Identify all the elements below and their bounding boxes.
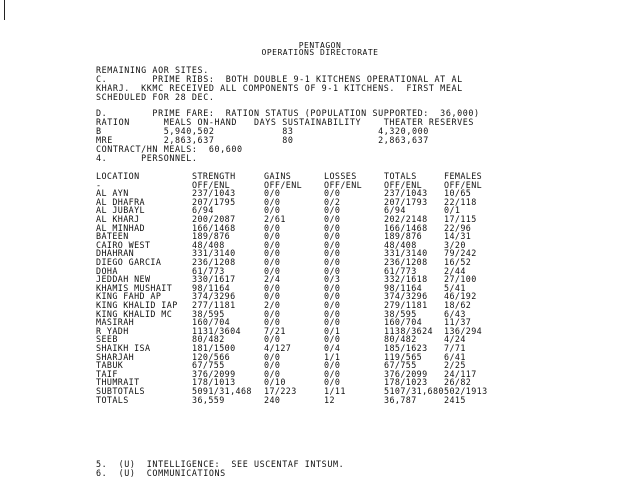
table-cell: 0/0 bbox=[264, 248, 281, 259]
table-cell: 185/1623 bbox=[384, 343, 428, 353]
table-cell: 332/1618 bbox=[384, 274, 428, 285]
table-cell: 236/1208 bbox=[384, 257, 428, 267]
table-cell: 38/595 bbox=[192, 308, 225, 319]
table-cell: 119/565 bbox=[384, 351, 423, 362]
table-cell: TOTALS bbox=[96, 394, 129, 405]
table-cell: 0/0 bbox=[264, 239, 281, 250]
table-cell: 80/482 bbox=[192, 334, 225, 345]
table-cell: FEMALES bbox=[444, 171, 483, 181]
table-cell: TABUK bbox=[96, 360, 124, 371]
table-cell: 0/0 bbox=[324, 248, 341, 259]
table-cell: 67/755 bbox=[384, 360, 417, 371]
table-cell: 207/1793 bbox=[384, 196, 428, 207]
table-cell: 237/1043 bbox=[384, 188, 428, 199]
table-cell: 0/0 bbox=[264, 360, 281, 371]
body-line: C. PRIME RIBS: BOTH DOUBLE 9-1 KITCHENS OPERATIONAL AT AL bbox=[96, 74, 463, 84]
table-cell: SHAIKH ISA bbox=[96, 343, 151, 353]
body-line: 4. PERSONNEL. bbox=[96, 153, 198, 163]
table-cell: JEDDAH NEW bbox=[96, 274, 151, 285]
table-cell: 207/1795 bbox=[192, 196, 236, 207]
table-cell: 46/192 bbox=[444, 291, 477, 302]
table-cell: 0/0 bbox=[264, 205, 281, 216]
table-cell: 136/294 bbox=[444, 325, 483, 336]
table-cell: MASIRAH bbox=[96, 317, 135, 328]
table-cell: 331/3140 bbox=[384, 248, 428, 259]
body-line: D. PRIME FARE: RATION STATUS (POPULATION SUPPORTED: 36,000) bbox=[96, 108, 480, 118]
table-cell: KHAMIS MUSHAIT bbox=[96, 282, 173, 293]
table-cell: 22/118 bbox=[444, 196, 477, 207]
table-cell: 0/0 bbox=[324, 214, 341, 224]
table-cell: LOCATION bbox=[96, 171, 140, 181]
document-subtitle: OPERATIONS DIRECTORATE bbox=[261, 48, 379, 57]
table-cell: 2/25 bbox=[444, 360, 466, 371]
table-cell: 17/223 bbox=[264, 386, 297, 396]
table-cell: 14/31 bbox=[444, 231, 472, 242]
table-cell: 6/43 bbox=[444, 308, 466, 319]
table-cell: 22/96 bbox=[444, 222, 472, 233]
table-cell: KING KHALID MC bbox=[96, 308, 173, 319]
table-cell: OFF/ENL bbox=[444, 179, 483, 190]
table-cell: 0/0 bbox=[264, 188, 281, 199]
table-cell: 5107/31,680 bbox=[384, 386, 444, 396]
table-cell: 236/1208 bbox=[192, 257, 236, 267]
table-cell: 2/4 bbox=[264, 274, 281, 285]
table-cell: AL JUBAYL bbox=[96, 205, 145, 216]
table-cell: 0/1 bbox=[324, 325, 341, 336]
table-cell: 2415 bbox=[444, 394, 466, 405]
table-cell: 12 bbox=[324, 394, 335, 405]
table-cell: 181/1500 bbox=[192, 343, 236, 353]
table-cell: TAIF bbox=[96, 368, 118, 379]
table-cell: 0/0 bbox=[264, 351, 281, 362]
table-cell: 6/41 bbox=[444, 351, 466, 362]
table-cell: AL AYN bbox=[96, 188, 129, 199]
table-cell: 374/3296 bbox=[192, 291, 236, 302]
table-cell: TOTALS bbox=[384, 171, 417, 181]
table-cell: SEEB bbox=[96, 334, 118, 345]
table-cell: 0/4 bbox=[324, 343, 341, 353]
table-cell: 0/0 bbox=[324, 231, 341, 242]
footer-line: 5. (U) INTELLIGENCE: SEE USCENTAF INTSUM. bbox=[96, 459, 345, 469]
table-cell: 331/3140 bbox=[192, 248, 236, 259]
table-cell: 16/52 bbox=[444, 257, 472, 267]
table-cell: 18/62 bbox=[444, 300, 472, 310]
table-cell: 189/876 bbox=[384, 231, 423, 242]
table-cell: 0/0 bbox=[324, 188, 341, 199]
table-cell: 0/0 bbox=[264, 257, 281, 267]
table-cell: 2/61 bbox=[264, 214, 286, 224]
table-cell: 0/0 bbox=[324, 205, 341, 216]
table-cell: 0/0 bbox=[264, 196, 281, 207]
table-cell: 0/0 bbox=[324, 222, 341, 233]
table-cell: 202/2148 bbox=[384, 214, 428, 224]
table-cell: AL KHARJ bbox=[96, 214, 140, 224]
table-cell: 17/115 bbox=[444, 214, 477, 224]
table-cell: 0/0 bbox=[264, 334, 281, 345]
table-cell: 80/482 bbox=[384, 334, 417, 345]
table-cell: 61/773 bbox=[384, 265, 417, 276]
table-cell: 2/44 bbox=[444, 265, 466, 276]
table-cell: 61/773 bbox=[192, 265, 225, 276]
table-cell: 0/0 bbox=[324, 239, 341, 250]
table-cell: 160/704 bbox=[192, 317, 231, 328]
table-cell: 1/1 bbox=[324, 351, 341, 362]
table-cell: 0/0 bbox=[324, 257, 341, 267]
table-cell: 26/82 bbox=[444, 377, 472, 388]
table-cell: 0/0 bbox=[324, 282, 341, 293]
table-cell: 0/3 bbox=[324, 274, 341, 285]
body-line: B 5,940,502 83 4,320,000 bbox=[96, 126, 429, 136]
table-cell: DIEGO GARCIA bbox=[96, 257, 162, 267]
table-cell: 166/1468 bbox=[192, 222, 236, 233]
table-cell: 0/0 bbox=[264, 282, 281, 293]
table-cell: 6/94 bbox=[192, 205, 214, 216]
table-cell: 0/0 bbox=[264, 291, 281, 302]
body-line: CONTRACT/HN MEALS: 60,600 bbox=[96, 144, 243, 154]
body-line: REMAINING AOR SITES. bbox=[96, 65, 209, 75]
table-cell: STRENGTH bbox=[192, 171, 236, 181]
table-cell: 0/0 bbox=[324, 300, 341, 310]
table-cell: OFF/ENL bbox=[192, 179, 231, 190]
table-cell: 24/117 bbox=[444, 368, 477, 379]
table-cell: 376/2099 bbox=[384, 368, 428, 379]
table-cell: 0/0 bbox=[264, 222, 281, 233]
table-cell: CAIRO WEST bbox=[96, 239, 151, 250]
table-cell: 0/0 bbox=[264, 231, 281, 242]
table-cell: 0/0 bbox=[264, 368, 281, 379]
table-cell: 376/2099 bbox=[192, 368, 236, 379]
table-cell: 36,787 bbox=[384, 394, 417, 405]
table-cell: DOHA bbox=[96, 265, 118, 276]
table-cell: AL MINHAD bbox=[96, 222, 145, 233]
table-cell: AL DHAFRA bbox=[96, 196, 145, 207]
table-cell: 160/704 bbox=[384, 317, 423, 328]
table-cell: 1/11 bbox=[324, 386, 346, 396]
table-cell: R YADH bbox=[96, 325, 129, 336]
footer-line: 6. (U) COMMUNICATIONS bbox=[96, 468, 226, 478]
table-cell: SUBTOTALS bbox=[96, 386, 145, 396]
table-cell: 189/876 bbox=[192, 231, 231, 242]
table-cell: 10/65 bbox=[444, 188, 472, 199]
table-cell: THUMRAIT bbox=[96, 377, 140, 388]
table-cell: DHAHRAN bbox=[96, 248, 135, 259]
table-cell: 330/1617 bbox=[192, 274, 236, 285]
table-cell: 7/21 bbox=[264, 325, 286, 336]
table-cell: 3/20 bbox=[444, 239, 466, 250]
table-cell: 1138/3624 bbox=[384, 325, 433, 336]
table-cell: 38/595 bbox=[384, 308, 417, 319]
table-cell: 277/1181 bbox=[192, 300, 236, 310]
table-cell: 279/1181 bbox=[384, 300, 428, 310]
table-cell: 0/0 bbox=[324, 317, 341, 328]
table-cell: 0/0 bbox=[324, 291, 341, 302]
table-cell: BATEEN bbox=[96, 231, 129, 242]
table-cell: KING FAHD AP bbox=[96, 291, 162, 302]
table-cell: OFF/ENL bbox=[384, 179, 423, 190]
table-cell: 7/71 bbox=[444, 343, 466, 353]
table-cell: 4/127 bbox=[264, 343, 292, 353]
table-cell: 166/1468 bbox=[384, 222, 428, 233]
table-cell: 2/0 bbox=[264, 300, 281, 310]
table-cell: GAINS bbox=[264, 171, 292, 181]
table-cell: 98/1164 bbox=[192, 282, 231, 293]
table-cell: 120/566 bbox=[192, 351, 231, 362]
table-cell: 0/0 bbox=[324, 334, 341, 345]
table-cell: 0/10 bbox=[264, 377, 286, 388]
table-cell: 4/24 bbox=[444, 334, 466, 345]
table-cell: 48/408 bbox=[192, 239, 225, 250]
table-cell: OFF/ENL bbox=[264, 179, 303, 190]
table-cell: 237/1043 bbox=[192, 188, 236, 199]
table-cell: OFF/ENL bbox=[324, 179, 363, 190]
table-cell: 178/1023 bbox=[384, 377, 428, 388]
table-cell: 11/37 bbox=[444, 317, 472, 328]
table-cell: 0/0 bbox=[264, 265, 281, 276]
page-edge-rule bbox=[4, 0, 5, 20]
document-title: PENTAGON bbox=[298, 41, 342, 50]
table-cell: KING KHALID IAP bbox=[96, 300, 178, 310]
table-cell: - bbox=[96, 179, 102, 190]
body-line: SCHEDULED FOR 28 DEC. bbox=[96, 92, 215, 102]
table-cell: 1131/3604 bbox=[192, 325, 241, 336]
table-cell: 0/1 bbox=[444, 205, 461, 216]
table-cell: 67/755 bbox=[192, 360, 225, 371]
table-cell: 36,559 bbox=[192, 394, 225, 405]
table-cell: 502/1913 bbox=[444, 386, 488, 396]
table-cell: 0/0 bbox=[324, 368, 341, 379]
body-line: KHARJ. KKMC RECEIVED ALL COMPONENTS OF 9-1 KITCHENS. FIRST MEAL bbox=[96, 83, 463, 93]
table-cell: 0/0 bbox=[324, 360, 341, 371]
body-line: MRE 2,863,637 80 2,863,637 bbox=[96, 135, 429, 145]
body-line: RATION MEALS ON-HAND DAYS SUSTAINABILITY THEATER RESERVES bbox=[96, 117, 475, 127]
table-cell: 0/0 bbox=[324, 377, 341, 388]
table-cell: 178/1013 bbox=[192, 377, 236, 388]
table-cell: 374/3296 bbox=[384, 291, 428, 302]
table-cell: SHARJAH bbox=[96, 351, 135, 362]
table-cell: 200/2087 bbox=[192, 214, 236, 224]
table-cell: 0/0 bbox=[324, 265, 341, 276]
table-cell: 79/242 bbox=[444, 248, 477, 259]
table-cell: 5/41 bbox=[444, 282, 466, 293]
table-cell: 0/0 bbox=[264, 308, 281, 319]
table-cell: 0/0 bbox=[264, 317, 281, 328]
table-cell: 6/94 bbox=[384, 205, 406, 216]
table-cell: 48/408 bbox=[384, 239, 417, 250]
table-cell: 240 bbox=[264, 394, 281, 405]
table-cell: 0/0 bbox=[324, 308, 341, 319]
table-cell: 0/2 bbox=[324, 196, 341, 207]
table-cell: 27/100 bbox=[444, 274, 477, 285]
table-cell: LOSSES bbox=[324, 171, 357, 181]
table-cell: 98/1164 bbox=[384, 282, 423, 293]
table-cell: 5091/31,468 bbox=[192, 386, 252, 396]
